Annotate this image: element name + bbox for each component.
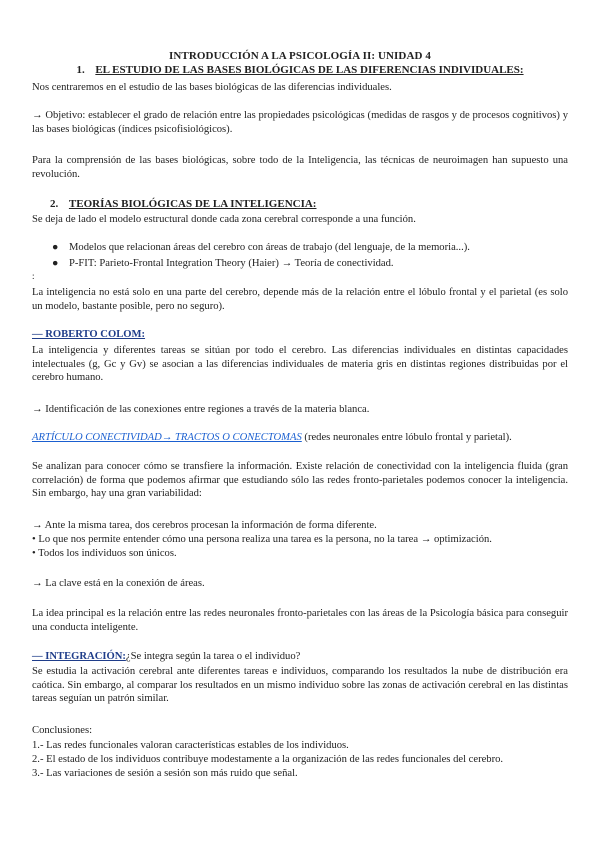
intro-paragraph: Nos centraremos en el estudio de las bases biológicas de las diferencias individuales.	[32, 82, 392, 93]
stray-colon: :	[32, 271, 35, 281]
article-rest: (redes neuronales entre lóbulo frontal y parietal).	[301, 432, 512, 443]
key-line: → La clave está en la conexión de áreas.	[32, 578, 205, 589]
integration-paragraph: Se estudia la activación cerebral ante diferentes tareas e individuos, comparando los resultados la nube de distribución era caótica. Sin embargo, al comparar los resultados en un mismo individuo sobre las zonas de activación cerebral en las distintas tareas seguían un patrón similar.	[32, 666, 568, 705]
frontal-parietal-paragraph: La inteligencia no está solo en una parte del cerebro, depende más de la relación entre el lóbulo frontal y el parietal (es solo un modelo, bastante posible, pero no seguro).	[32, 287, 568, 312]
transfer-paragraph: Se analizan para conocer cómo se transfiere la información. Existe relación de conectividad con la inteligencia fluida (gran correlación) de forma que podemos afirmar que estudiando sólo las redes fronto-parietales podemos conocer la inteligencia. Sin embargo, hay una gran variabilidad:	[32, 461, 568, 500]
integration-heading	[32, 650, 568, 664]
neuroimage-paragraph: Para la comprensión de las bases biológicas, sobre todo de la Inteligencia, las técnicas de neuroimagen han supuesto una revolución.	[32, 155, 568, 180]
conclusion-item: 1.- Las redes funcionales valoran características estables de los individuos.	[32, 740, 349, 751]
integration-question: ¿Se integra según la tarea o el individuo?	[125, 651, 301, 662]
white-matter-line: → Identificación de las conexiones entre regiones a través de la materia blanca.	[32, 404, 370, 415]
colom-heading: — ROBERTO COLOM:	[32, 329, 146, 340]
list-item-text: Modelos que relacionan áreas del cerebro con áreas de trabajo (del lenguaje, de la memoria...).	[69, 242, 470, 253]
section-1-title: EL ESTUDIO DE LAS BASES BIOLÓGICAS DE LAS DIFERENCIAS INDIVIDUALES:	[95, 64, 524, 76]
main-idea-paragraph: La idea principal es la relación entre las redes neuronales fronto-parietales con las áreas de la Psicología básica para conseguir una conducta inteligente.	[32, 608, 568, 633]
section-2-title: TEORÍAS BIOLÓGICAS DE LA INTELIGENCIA:	[68, 198, 317, 210]
variability-line-2: • Lo que nos permite entender cómo una persona realiza una tarea es la persona, no la tarea → optimización.	[32, 534, 492, 545]
conclusions-heading: Conclusiones:	[32, 725, 93, 736]
conclusion-item: 3.- Las variaciones de sesión a sesión son más ruido que señal.	[32, 768, 298, 779]
article-link[interactable]: ARTÍCULO CONECTIVIDAD→ TRACTOS O CONECTOMAS	[32, 432, 302, 443]
section-2-number: 2.	[50, 198, 59, 210]
article-line	[32, 431, 568, 445]
list-item-text: P-FIT: Parieto-Frontal Integration Theory (Haier) → Teoría de conectividad.	[69, 258, 394, 269]
colom-paragraph: La inteligencia y diferentes tareas se sitúan por todo el cerebro. Las diferencias individuales en distintas capacidades intelectuales (g, Gc y Gv) se asocian a las diferencias individuales de materia gris en distintas regiones distribuidas por el cerebro humano.	[32, 345, 568, 384]
document-title: INTRODUCCIÓN A LA PSICOLOGÍA II: UNIDAD 4	[168, 50, 432, 62]
section-1-heading	[32, 64, 568, 78]
model-paragraph: Se deja de lado el modelo estructural donde cada zona cerebral corresponde a una función.	[32, 214, 416, 225]
variability-line-3: • Todos los individuos son únicos.	[32, 548, 177, 559]
objective-paragraph: → Objetivo: establecer el grado de relación entre las propiedades psicológicas (medidas de rasgos y de procesos cognitivos) y las bases biológicas (índices psicofisiológicos).	[32, 110, 568, 135]
section-2-heading	[50, 198, 568, 212]
bullet-icon: ●	[52, 258, 59, 269]
section-1-number: 1.	[76, 64, 85, 76]
integration-label: — INTEGRACIÓN:	[32, 651, 126, 662]
conclusion-item: 2.- El estado de los individuos contribuye modestamente a la organización de las redes funcionales del cerebro.	[32, 754, 504, 765]
bullet-icon: ●	[52, 242, 59, 253]
variability-line-1: → Ante la misma tarea, dos cerebros procesan la información de forma diferente.	[32, 520, 377, 531]
